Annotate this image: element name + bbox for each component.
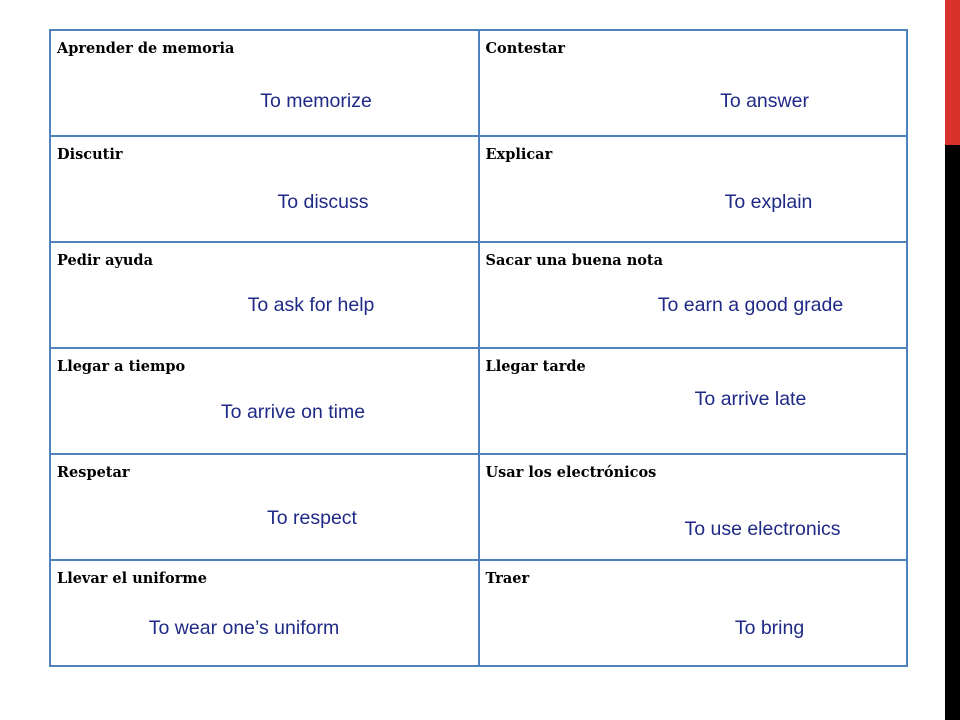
english-translation: To bring <box>734 617 805 639</box>
spanish-term: Respetar <box>57 464 130 481</box>
english-translation: To memorize <box>260 90 372 112</box>
spanish-term: Usar los electrónicos <box>485 464 657 481</box>
english-translation: To discuss <box>277 191 369 213</box>
spanish-term: Contestar <box>485 40 566 57</box>
spanish-term: Explicar <box>485 146 553 163</box>
spanish-term: Pedir ayuda <box>57 252 153 269</box>
english-translation: To earn a good grade <box>657 294 844 316</box>
english-translation: To arrive late <box>694 388 807 410</box>
vocab-cell <box>50 348 479 454</box>
english-translation: To arrive on time <box>220 401 366 423</box>
english-translation: To answer <box>720 90 809 112</box>
table-row <box>50 560 907 666</box>
vocab-cell <box>50 136 479 242</box>
side-bar-accent <box>945 0 960 145</box>
table-row <box>50 136 907 242</box>
vocab-cell <box>50 454 479 560</box>
spanish-term: Discutir <box>57 146 123 163</box>
spanish-term: Traer <box>485 570 530 587</box>
vocab-cell <box>479 242 908 348</box>
table-row <box>50 454 907 560</box>
english-translation: To wear one’s uniform <box>148 617 340 639</box>
spanish-term: Aprender de memoria <box>57 40 235 57</box>
vocab-cell <box>479 348 908 454</box>
english-translation: To use electronics <box>684 518 841 540</box>
vocab-cell <box>479 560 908 666</box>
english-translation: To explain <box>724 191 813 213</box>
english-translation: To ask for help <box>247 294 375 316</box>
vocab-cell <box>479 454 908 560</box>
spanish-term: Sacar una buena nota <box>485 252 664 269</box>
vocab-table <box>49 29 908 667</box>
spanish-term: Llevar el uniforme <box>57 570 207 587</box>
table-row <box>50 242 907 348</box>
table-row <box>50 30 907 136</box>
vocab-cell <box>50 242 479 348</box>
vocab-cell <box>50 30 479 136</box>
table-row <box>50 348 907 454</box>
vocab-cell <box>50 560 479 666</box>
spanish-term: Llegar a tiempo <box>57 358 186 375</box>
english-translation: To respect <box>267 507 357 529</box>
vocab-cell <box>479 136 908 242</box>
spanish-term: Llegar tarde <box>485 358 586 375</box>
vocab-cell <box>479 30 908 136</box>
